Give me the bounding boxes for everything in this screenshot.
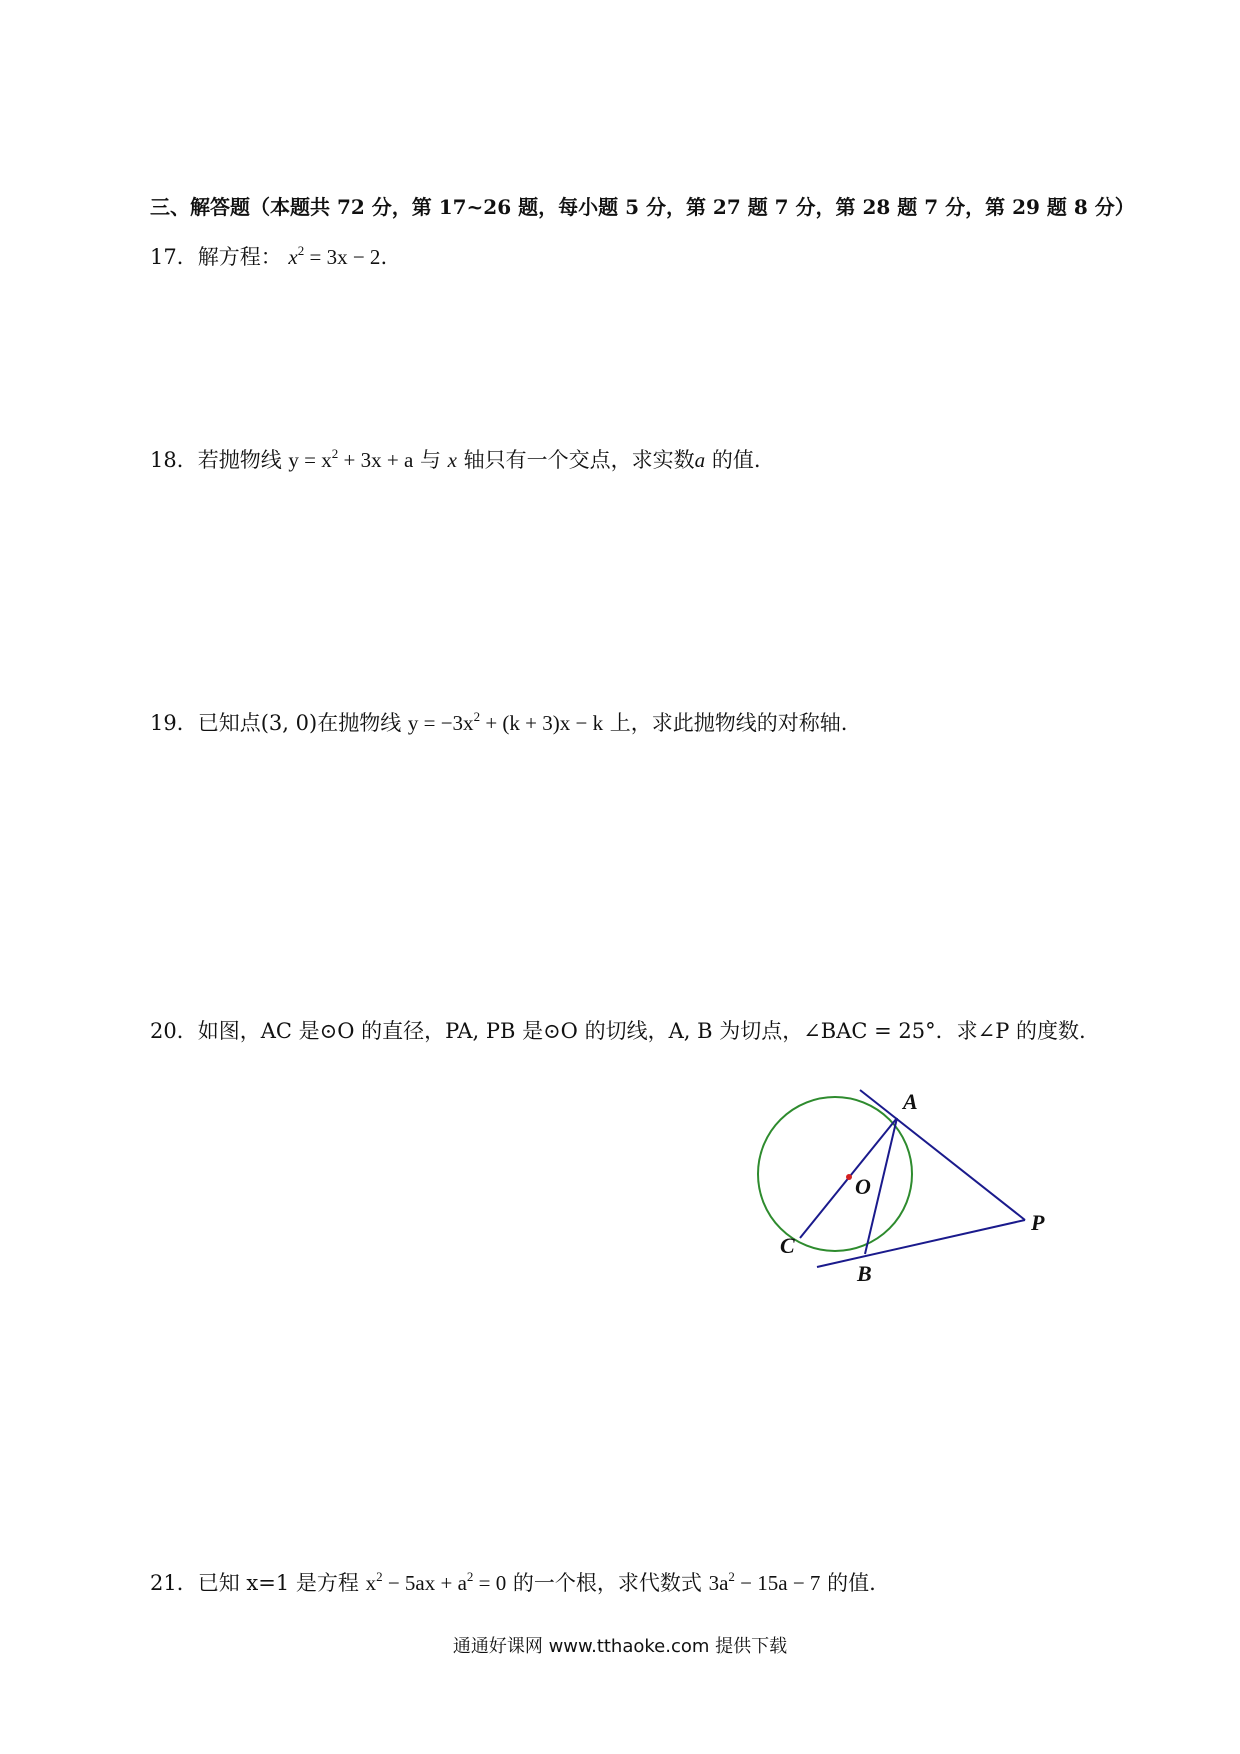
question-number: 18．	[150, 448, 198, 472]
question-text: 如图，AC 是⊙O 的直径，PA, PB 是⊙O 的切线，A, B 为切点，∠BAC = 25°．求∠P 的度数.	[197, 1019, 1086, 1043]
label-c: C	[780, 1233, 795, 1258]
circle-tangent-diagram	[755, 1075, 1075, 1285]
question-21: 21．已知 x=1 是方程 $x^2 - 5ax + a^2 = 0$ 的一个根，求代数式 $3a^2 - 15a - 7$ 的值.	[150, 1569, 876, 1595]
page-footer: 通通好课网 www.tthaoke.com 提供下载	[452, 1636, 788, 1657]
tangent-pa	[860, 1090, 1025, 1220]
question-number: 20．	[150, 1019, 198, 1043]
label-o: O	[855, 1174, 871, 1199]
question-number: 21．	[150, 1571, 198, 1595]
label-b: B	[857, 1261, 872, 1285]
expression: $y = x^2 + 3x + a$	[288, 446, 414, 472]
geometry-figure	[755, 1075, 1075, 1285]
equation: $x^2 - 5ax + a^2 = 0$	[365, 1569, 507, 1595]
tangent-pb	[817, 1220, 1025, 1267]
label-p: P	[1031, 1210, 1045, 1235]
question-text: 若抛物线	[197, 448, 289, 472]
question-17: 17．解方程： $x^2 = 3x - 2$.	[150, 243, 388, 269]
expression: $y = -3x^2 + (k + 3)x - k$	[407, 709, 604, 735]
question-20	[150, 1021, 1086, 1042]
question-number: 19．	[150, 711, 198, 735]
section-heading: 三、解答题（本题共 72 分，第 17~26 题，每小题 5 分，第 27 题 7 分，第 28 题 7 分，第 29 题 8 分）	[150, 195, 1135, 219]
question-text: 已知点(3, 0)在抛物线	[197, 711, 408, 735]
center-dot	[846, 1174, 852, 1180]
question-text: 已知 x=1 是方程	[197, 1571, 366, 1595]
question-19: 19．已知点(3, 0)在抛物线 $y = -3x^2 + (k + 3)x - k$ 上，求此抛物线的对称轴.	[150, 709, 848, 735]
equation: $x^2 = 3x - 2$	[288, 243, 381, 269]
question-text: 解方程：	[197, 245, 282, 269]
question-18: 18．若抛物线 $y = x^2 + 3x + a$ 与 x 轴只有一个交点，求实数a 的值.	[150, 446, 761, 472]
circle-o	[758, 1097, 912, 1251]
label-a: A	[903, 1089, 918, 1114]
algebraic-expression: $3a^2 - 15a - 7$	[708, 1569, 821, 1595]
question-number: 17．	[150, 245, 198, 269]
